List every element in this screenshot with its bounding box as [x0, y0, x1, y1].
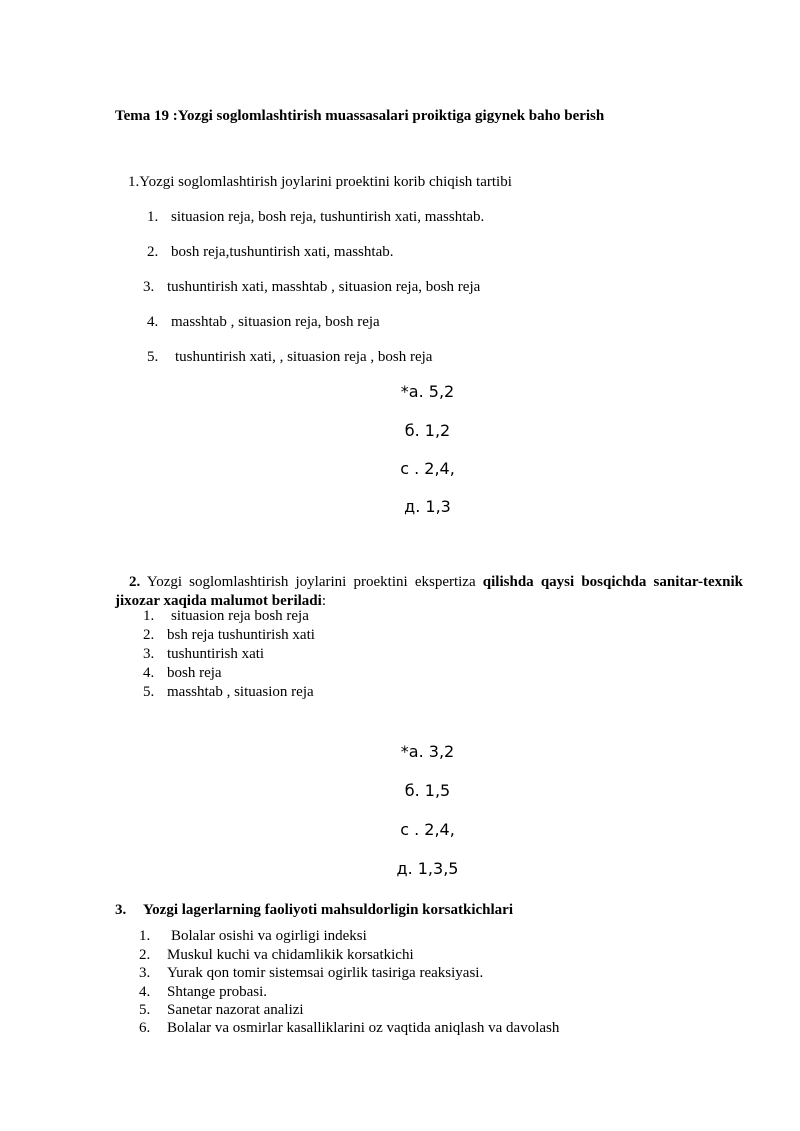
list-item	[147, 313, 380, 331]
list-item-text: tushuntirish xati	[167, 646, 265, 662]
answer-option: д. 1,3	[404, 497, 451, 516]
answer-option: с . 2,4,	[400, 459, 455, 478]
list-item	[143, 607, 309, 625]
list-item	[147, 348, 432, 366]
list-item-text: bosh reja,tushuntirish xati, masshtab.	[171, 244, 394, 260]
answer-option: б. 1,2	[404, 421, 451, 440]
q3-number: 3.	[115, 902, 127, 918]
answer-option: с . 2,4,	[400, 820, 455, 839]
list-item	[147, 208, 484, 226]
list-item-number: 1.	[143, 608, 155, 624]
list-item-number: 1.	[147, 209, 159, 225]
list-item-text: Bolalar osishi va ogirligi indeksi	[171, 928, 367, 944]
list-item	[139, 983, 267, 1001]
list-item-text: tushuntirish xati, masshtab , situasion reja, bosh reja	[167, 279, 481, 295]
q3-title-text: Yozgi lagerlarning faoliyoti mahsuldorligin korsatkichlari	[143, 902, 514, 918]
list-item-number: 2.	[139, 947, 151, 963]
answer-option: б. 1,5	[404, 781, 451, 800]
list-item-text: situasion reja, bosh reja, tushuntirish xati, masshtab.	[171, 209, 485, 225]
list-item-text: bsh reja tushuntirish xati	[167, 627, 315, 643]
list-item-number: 4.	[143, 665, 155, 681]
list-item-number: 3.	[139, 965, 151, 981]
q2-number: 2.	[129, 574, 141, 590]
answer-option: *а. 5,2	[400, 382, 455, 401]
list-item	[143, 664, 222, 682]
answer-option: д. 1,3,5	[396, 859, 459, 878]
list-item	[139, 1019, 559, 1037]
q3-title	[115, 901, 513, 919]
list-item	[139, 1001, 304, 1019]
list-item	[139, 946, 414, 964]
list-item-number: 6.	[139, 1020, 151, 1036]
list-item	[143, 683, 314, 701]
list-item	[139, 927, 367, 945]
page-title: Tema 19 :Yozgi soglomlashtirish muassasalari proiktiga gigynek baho berish	[115, 108, 605, 124]
list-item-text: Muskul kuchi va chidamlikik korsatkichi	[167, 947, 414, 963]
q1-prompt: 1.Yozgi soglomlashtirish joylarini proektini korib chiqish tartibi	[128, 174, 512, 190]
list-item-number: 5.	[143, 684, 155, 700]
list-item-text: Bolalar va osmirlar kasalliklarini oz vaqtida aniqlash va davolash	[167, 1020, 560, 1036]
answer-option: *а. 3,2	[400, 742, 455, 761]
list-item-text: Yurak qon tomir sistemsai ogirlik tasiriga reaksiyasi.	[167, 965, 484, 981]
list-item-text: masshtab , situasion reja, bosh reja	[171, 314, 380, 330]
list-item-number: 4.	[139, 984, 151, 1000]
list-item-text: Sanetar nazorat analizi	[167, 1002, 304, 1018]
list-item-text: bosh reja	[167, 665, 222, 681]
list-item-number: 3.	[143, 646, 155, 662]
list-item	[147, 243, 393, 261]
q2-text: Yozgi soglomlashtirish joylarini proektini ekspertiza	[146, 574, 476, 590]
list-item-number: 4.	[147, 314, 159, 330]
list-item-text: masshtab , situasion reja	[167, 684, 314, 700]
list-item	[143, 626, 315, 644]
q2-prompt	[115, 573, 743, 611]
list-item-number: 3.	[143, 279, 155, 295]
list-item-number: 2.	[143, 627, 155, 643]
list-item	[139, 964, 483, 982]
list-item	[143, 645, 264, 663]
q2-text-end: :	[321, 593, 326, 609]
list-item	[143, 278, 480, 296]
q2-text-bold: qilishda qaysi bosqichda sanitar-texnik jixozar xaqida malumot beriladi	[115, 574, 743, 609]
list-item-number: 2.	[147, 244, 159, 260]
list-item-number: 5.	[139, 1002, 151, 1018]
list-item-text: Shtange probasi.	[167, 984, 267, 1000]
list-item-text: situasion reja bosh reja	[171, 608, 309, 624]
list-item-number: 1.	[139, 928, 151, 944]
list-item-text: tushuntirish xati, , situasion reja , bosh reja	[175, 349, 433, 365]
list-item-number: 5.	[147, 349, 159, 365]
